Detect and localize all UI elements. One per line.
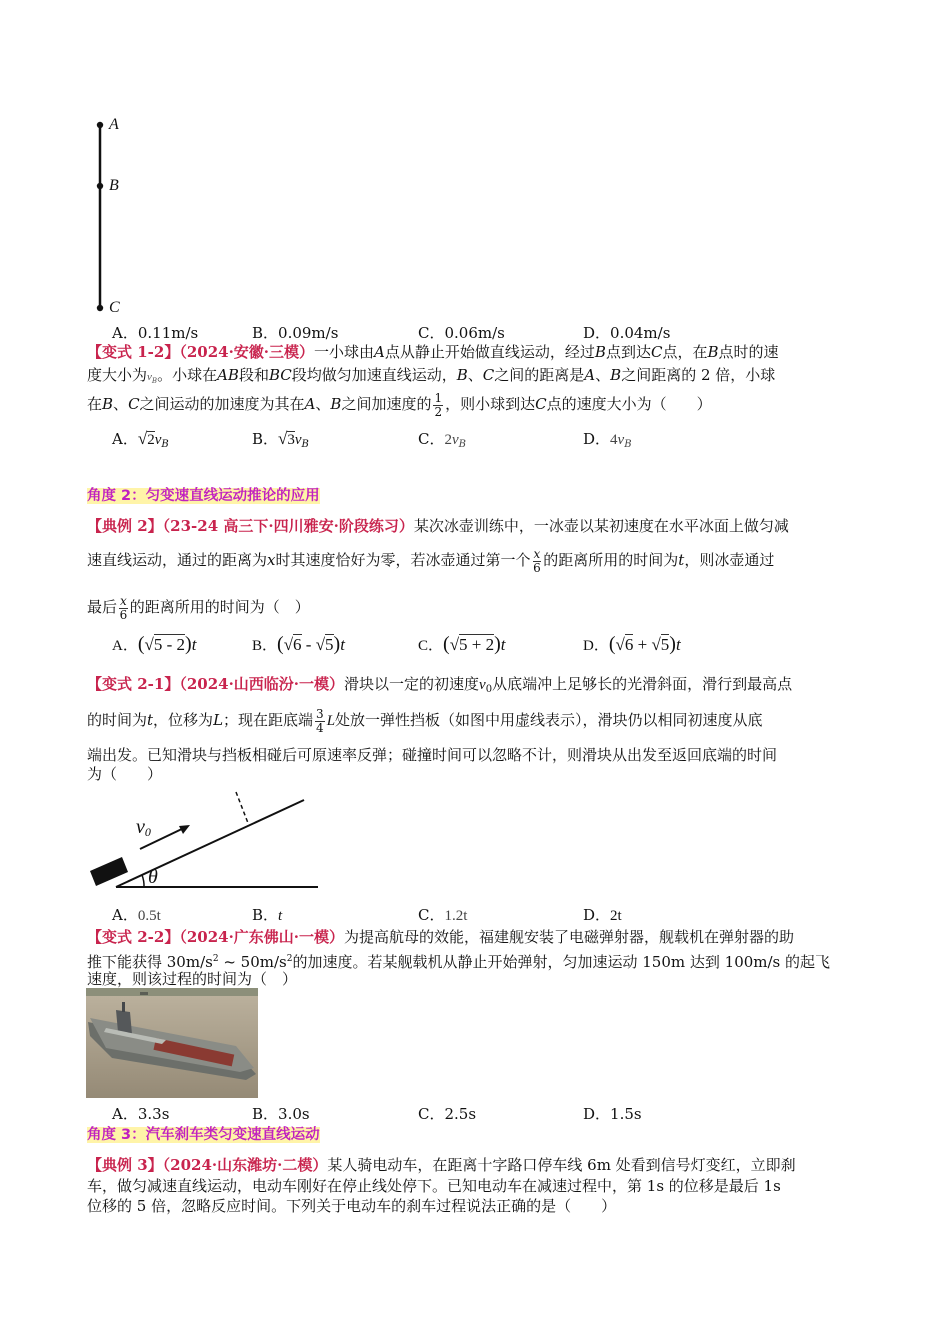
- bs21-option-c[interactable]: C．1.2t: [418, 906, 468, 924]
- bs21-line4: 为（ ）: [87, 765, 163, 783]
- bs12-line3: 在B、C之间运动的加速度为其在A、B之间加速度的 $\frac{1}{2}$ ，则小球到达C点的速度大小为（ ）: [87, 390, 712, 419]
- bs12-option-c[interactable]: C．$2v_B$: [418, 430, 467, 450]
- option-d[interactable]: D．0.04m/s: [583, 324, 671, 342]
- theta-label: θ: [148, 866, 158, 888]
- incline-figure: [86, 786, 326, 896]
- point-b-label: B: [109, 177, 119, 194]
- angle3-heading: [87, 1124, 320, 1145]
- bs22-line1: 【变式 2-2】（2024·广东佛山·一模）为提高航母的效能，福建舰安装了电磁弹射器，舰载机在弹射器的助: [87, 928, 795, 946]
- dl2-option-d[interactable]: D．(√6 + √5)t: [583, 633, 681, 655]
- bs21-line1: 【变式 2-1】（2024·山西临汾·一模）滑块以一定的初速度$v_0$从底端冲上足够长的光滑斜面，滑行到最高点: [87, 675, 793, 695]
- bs12-tag: 【变式 1-2】: [87, 343, 180, 361]
- bs21-option-a[interactable]: A．0.5t: [112, 906, 161, 924]
- dl3-line1: 【典例 3】（2024·山东潍坊·二模）某人骑电动车，在距离十字路口停车线 6m 处看到信号灯变红，立即刹: [87, 1156, 796, 1174]
- bs21-line3: 端出发。已知滑块与挡板相碰后可原速率反弹；碰撞时间可以忽略不计，则滑块从出发至返回底端的时间: [87, 746, 778, 764]
- v0-label: $v_0$: [136, 816, 151, 839]
- fraction-half: $\frac{1}{2}$: [434, 390, 443, 419]
- abc-line-svg: [90, 115, 140, 325]
- dl2-line3: 最后 $\frac{x}{6}$ 的距离所用的时间为（ ）: [87, 593, 310, 622]
- carrier-photo: [86, 988, 258, 1098]
- option-c[interactable]: C．0.06m/s: [418, 324, 505, 342]
- bs12-option-d[interactable]: D．$4v_B$: [583, 430, 632, 450]
- option-b[interactable]: B．0.09m/s: [252, 324, 339, 342]
- bs22-line2: 推下能获得 $30m/s^2$ ~ $50m/s^2$的加速度。若某舰载机从静止开始弹射，匀加速运动 150m 达到 100m/s 的起飞: [87, 953, 831, 971]
- bs22-option-a[interactable]: A．3.3s: [112, 1105, 170, 1123]
- dl2-line2: 速直线运动，通过的距离为x时其速度恰好为零，若冰壶通过第一个 $\frac{x}{6}$ 的距离所用的时间为t，则冰壶通过: [87, 546, 775, 575]
- bs21-line2: 的时间为t，位移为L；现在距底端 $\frac{3}{4}$ L处放一弹性挡板（如图中用虚线表示），滑块仍以相同初速度从底: [87, 706, 763, 735]
- option-a[interactable]: A．0.11m/s: [112, 324, 199, 342]
- bs22-option-b[interactable]: B．3.0s: [252, 1105, 310, 1123]
- dl2-line1: 【典例 2】（23-24 高三下·四川雅安·阶段练习）某次冰壶训练中，一冰壶以某初速度在水平冰面上做匀减: [87, 517, 789, 535]
- dl3-line2: 车，做匀减速直线运动，电动车刚好在停止线处停下。已知电动车在减速过程中，第 1s 的位移是最后 1s: [87, 1177, 781, 1195]
- dl2-option-b[interactable]: B．(√6 - √5)t: [252, 633, 345, 655]
- dl2-option-a[interactable]: A．(√5 - 2)t: [112, 633, 197, 655]
- carrier-photo-svg: [86, 988, 258, 1098]
- bs21-option-d[interactable]: D．2t: [583, 906, 622, 924]
- bs12-source: （2024·安徽·三模）: [179, 343, 315, 361]
- bs12-line1: 【变式 1-2】（2024·安徽·三模）一小球由A点从静止开始做直线运动，经过B点到达C点，在B点时的速: [87, 343, 779, 361]
- bs22-line3: 速度，则该过程的时间为（ ）: [87, 970, 298, 988]
- bs12-option-b[interactable]: B．$√3v_B$: [252, 429, 309, 450]
- point-a-label: A: [109, 116, 119, 133]
- dl2-option-c[interactable]: C．(√5 + 2)t: [418, 633, 506, 655]
- angle3-label: 角度 3：汽车刹车类匀变速直线运动: [87, 1127, 320, 1143]
- bs12-line2: 度大小为$v_B$。小球在AB段和BC段均做匀加速直线运动，B、C之间的距离是A、B之间距离的 2 倍，小球: [87, 366, 776, 385]
- figure-abc: [90, 115, 140, 325]
- angle2-heading: [87, 485, 320, 506]
- bs22-option-d[interactable]: D．1.5s: [583, 1105, 642, 1123]
- incline-svg: [86, 786, 326, 896]
- angle2-label: 角度 2：匀变速直线运动推论的应用: [87, 488, 320, 504]
- point-c-label: C: [109, 299, 120, 316]
- bs21-option-b[interactable]: B．t: [252, 906, 283, 924]
- bs12-option-a[interactable]: A．$√2v_B$: [112, 429, 169, 450]
- dl3-line3: 位移的 5 倍，忽略反应时间。下列关于电动车的刹车过程说法正确的是（ ）: [87, 1197, 617, 1215]
- bs22-option-c[interactable]: C．2.5s: [418, 1105, 477, 1123]
